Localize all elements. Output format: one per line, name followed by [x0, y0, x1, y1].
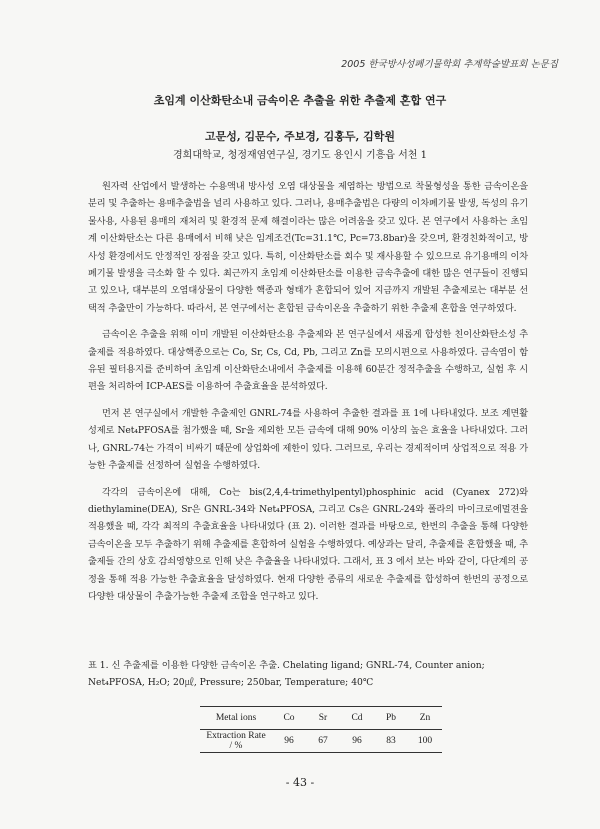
author-list: 고문성, 김문수, 주보경, 김홍두, 김학원	[204, 130, 396, 143]
paragraph-result-mixture: 각각의 금속이온에 대해, Co는 bis(2,4,4-trimethylpentyl)phosphinic acid (Cyanex 272)와 diethylamine(DEA), Sr은 GNRL-34와 Net₄PFOSA, 그리고 Cs은 GNRL-24와 폴라의 마이크로에멀젼을 적용했을 때, 각각 최적의 추출효율을 나타내었다 (표 2). 이러한 결과를 바탕으로, 한번의 추출을 통해 다양한 금속이온을 모두 추출하기 위해 추출제를 혼합하여 실험을 수행하였다. 예상과는 달리, 추출제를 혼합했을 때, 추출제들 간의 상호 감쇠영향으로 인해 낮은 추출율을 나타내었다. 그래서, 표 3 에서 보는 바와 같이, 다단계의 공정을 통해 적용 가능한 추출효율을 달성하였다. 현재 다양한 종류의 새로운 추출제를 합성하여 한번의 공정으로 다양한 대상물이 추출가능한 추출제 조합을 연구하고 있다.	[88, 486, 529, 602]
table-header-row	[200, 707, 442, 730]
metal-header: Co	[283, 713, 295, 723]
row-label: Extraction Rate / %	[206, 731, 266, 751]
body-text	[88, 178, 528, 614]
table-row	[200, 730, 442, 753]
table-corner-label: Metal ions	[215, 713, 257, 723]
metal-header: Zn	[419, 713, 431, 723]
affiliation: 경희대학교, 청정재염연구실, 경기도 용인시 기흥읍 서천 1	[173, 150, 427, 161]
proceedings-header: 2005 한국방사성폐기물학회 추계학술발표회 논문집	[341, 59, 558, 70]
extraction-value: 96	[352, 736, 362, 746]
metal-header: Sr	[318, 713, 328, 723]
table-caption: 표 1. 신 추출제를 이용한 다양한 금속이온 추출. Chelating ligand; GNRL-74, Counter anion; Net₄PFOSA, H₂O; 20㎕, Pressure; 250bar, Temperature; 40℃	[88, 660, 485, 688]
extraction-value: 100	[417, 736, 433, 746]
paragraph-introduction: 원자력 산업에서 발생하는 수용액내 방사성 오염 대상물을 제염하는 방법으로 착물형성을 통한 금속이온을 분리 및 추출하는 용매추출법을 널리 사용하고 있다. 그러나, 용매추출법은 다량의 이차폐기물 발생, 독성의 유기물사용, 사용된 용매의 재처리 및 환경적 문제 해결이라는 많은 어려움을 갖고 있다. 본 연구에서 사용하는 초임계 이산화탄소는 다른 용매에서 비해 낮은 임계조건(Tc=31.1℃, Pc=73.8bar)을 갖으며, 환경친화적이고, 방사성 환경에서도 안정적인 장점을 갖고 있다. 특히, 이산화탄소를 회수 및 재사용할 수 있으므로 유기용매의 이차폐기물 발생을 극소화 할 수 있다. 최근까지 초임계 이산화탄소를 이용한 금속추출에 대한 많은 연구들이 진행되고 있으나, 대부분의 오염대상물이 다양한 핵종과 형태가 혼합되어 있어 지금까지 개발된 추출제로는 대부분 선택적 추출만이 가능하다. 따라서, 본 연구에서는 혼합된 금속이온을 추출하기 위한 추출제 혼합을 연구하였다.	[88, 181, 529, 314]
metal-header: Cd	[351, 713, 363, 723]
extraction-value: 96	[284, 736, 294, 746]
metal-header: Pb	[385, 713, 397, 723]
extraction-value: 67	[318, 736, 328, 746]
paragraph-result-gnrl74: 먼저 본 연구실에서 개발한 추출제인 GNRL-74를 사용하여 추출한 결과를 표 1에 나타내었다. 보조 계면활성제로 Net₄PFOSA를 첨가했을 때, Sr을 제외한 모든 금속에 대해 90% 이상의 높은 효율을 나타내었다. 그러나, GNRL-74는 가격이 비싸기 때문에 상업화에 제한이 있다. 그러므로, 우리는 경제적이며 상업적으로 적용 가능한 추출제를 선정하여 실험을 수행하였다.	[88, 407, 528, 472]
paper-title: 초임계 이산화탄소내 금속이온 추출을 위한 추출제 혼합 연구	[153, 94, 447, 107]
extraction-table	[200, 706, 442, 753]
extraction-value: 83	[386, 736, 396, 746]
paragraph-method: 금속이온 추출을 위해 이미 개발된 이산화탄소용 추출제와 본 연구실에서 새롭게 합성한 친이산화탄소성 추출제를 적용하였다. 대상핵종으로는 Co, Sr, Cs, Cd, Pb, 그리고 Zn를 모의시편으로 사용하였다. 금속염이 함유된 필터용지를 준비하여 초임계 이산화탄소내에서 추출제를 이용해 60분간 정적추출을 수행하고, 실험 후 시편을 처리하여 ICP-AES를 이용하여 추출효율을 분석하였다.	[88, 329, 528, 393]
page-number: - 43 -	[285, 776, 315, 789]
